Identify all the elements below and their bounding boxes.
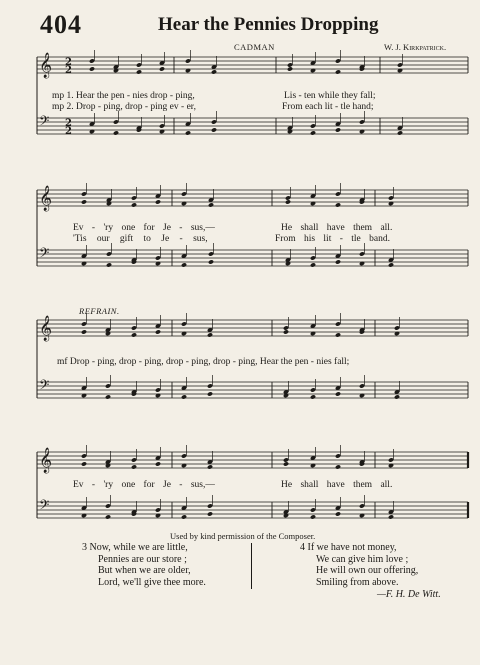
verse-line: Lord, we'll give thee more. [98, 576, 206, 588]
verse-line: Smiling from above. [316, 576, 399, 588]
note-head [283, 461, 289, 466]
treble-clef-icon: 𝄞 [39, 316, 53, 341]
note-head [105, 514, 111, 519]
verse-divider [251, 543, 252, 589]
verse-number: 3 [82, 542, 87, 553]
note-head [388, 514, 394, 519]
note-head [310, 394, 316, 399]
note-head [211, 127, 217, 132]
note-head [106, 262, 112, 267]
note-head [81, 329, 87, 334]
bass-clef-icon: 𝄢 [39, 113, 50, 132]
note-head [397, 130, 403, 135]
note-head [155, 461, 161, 466]
note-head [335, 69, 341, 74]
note-head [287, 66, 293, 71]
note-head [394, 394, 400, 399]
note-head [208, 259, 214, 264]
treble-clef-icon: 𝄞 [39, 448, 53, 473]
lyric-line: From each lit - tle hand; [282, 102, 374, 112]
note-head [310, 130, 316, 135]
note-head [159, 66, 165, 71]
note-head [131, 202, 137, 207]
note-head [81, 199, 87, 204]
bass-clef-icon: 𝄢 [39, 245, 50, 264]
treble-clef-icon: 𝄞 [39, 53, 53, 78]
note-head [207, 464, 213, 469]
verse-line: If we have not money, [307, 542, 397, 553]
tune-name: CADMAN [234, 42, 275, 52]
note-head [113, 130, 119, 135]
time-signature-bottom: 2 [65, 126, 72, 137]
verse-line: Pennies are our store ; [98, 553, 187, 565]
note-head [181, 514, 187, 519]
note-head [335, 511, 341, 516]
lyric-line: mp 2. Drop - ping, drop - ping ev - er, [52, 102, 196, 112]
note-head [155, 199, 161, 204]
hymn-title: Hear the Pennies Dropping [158, 14, 379, 35]
verse-line: We can give him love ; [316, 553, 409, 565]
verse-number: 4 [300, 542, 305, 553]
note-head [105, 394, 111, 399]
lyric-line: Lis - ten while they fall; [284, 91, 376, 101]
lyric-line: 'Tis our gift to Je - sus, [73, 234, 208, 244]
note-head [335, 127, 341, 132]
refrain-heading: REFRAIN. [79, 306, 120, 316]
lyric-line: Ev - 'ry one for Je - sus,— [73, 223, 215, 233]
composer-name: W. J. Kirkpatrick. [384, 42, 447, 52]
note-head [310, 262, 316, 267]
note-head [181, 262, 187, 267]
note-head [211, 69, 217, 74]
permission-note: Used by kind permission of the Composer. [170, 531, 316, 541]
verse-line: He will own our offering, [316, 565, 419, 576]
bass-clef-icon: 𝄢 [39, 377, 50, 396]
note-head [185, 130, 191, 135]
lyric-line: mp 1. Hear the pen - nies drop - ping, [52, 91, 195, 101]
note-head [335, 464, 341, 469]
lyric-line: He shall have them all. [281, 480, 393, 490]
lyric-line: mf Drop - ping, drop - ping, drop - ping, drop - ping, Hear the pen - nies fall; [57, 357, 350, 367]
treble-clef-icon: 𝄞 [39, 186, 53, 211]
note-head [181, 394, 187, 399]
verse-4 [300, 542, 418, 588]
note-head [208, 202, 214, 207]
note-head [335, 202, 341, 207]
note-head [155, 329, 161, 334]
note-head [81, 461, 87, 466]
note-head [89, 66, 95, 71]
hymn-number: 404 [40, 10, 82, 39]
note-head [310, 514, 316, 519]
note-head [335, 332, 341, 337]
note-head [207, 391, 213, 396]
time-signature-bottom: 2 [65, 65, 72, 76]
note-head [335, 391, 341, 396]
note-head [136, 69, 142, 74]
note-head [283, 329, 289, 334]
note-head [207, 332, 213, 337]
hymn-author: —F. H. De Witt. [377, 589, 441, 600]
verse-3 [82, 542, 206, 588]
note-head [388, 262, 394, 267]
time-signature-top: 2 [65, 118, 72, 129]
lyric-line: He shall have them all. [281, 223, 393, 233]
note-head [131, 332, 137, 337]
bass-clef-icon: 𝄢 [39, 497, 50, 516]
time-signature-top: 2 [65, 57, 72, 68]
note-head [207, 511, 213, 516]
lyric-line: From his lit - tle band. [275, 234, 390, 244]
note-head [285, 199, 291, 204]
note-head [335, 259, 341, 264]
verse-line: But when we are older, [98, 565, 191, 576]
lyric-line: Ev - 'ry one for Je - sus,— [73, 480, 215, 490]
verse-line: Now, while we are little, [89, 542, 188, 553]
note-head [131, 464, 137, 469]
